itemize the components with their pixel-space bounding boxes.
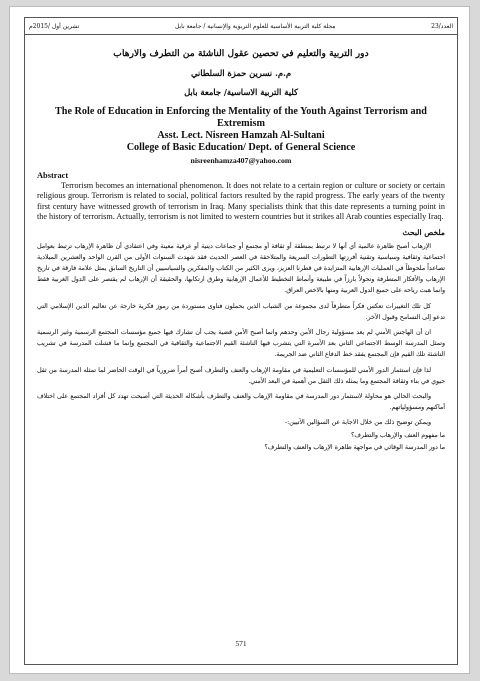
arabic-affiliation: كلية التربية الاساسية/ جامعة بابل xyxy=(184,87,298,97)
arabic-abstract-heading: ملخص البحث xyxy=(402,227,445,237)
abstract-text: Terrorism becomes an international phenomenon. It does not relate to a certain region or culture or society or certain religious group. Terrorism is related to social, political factors resulted by the rapid progress. The early years of the twenty first century have witnessed growth of terrorism in Iraq. Many specialists think that this date represents a turning point in the history of terrorism. Actually, terrorism is not limited to western countries but it strikes all Arab counties especially Iraq. xyxy=(37,181,445,222)
arabic-question: ما مفهوم العنف والإرهاب والتطرف؟ xyxy=(350,431,445,439)
arabic-title: دور التربية والتعليم في تحصين عقول الناشئة من التطرف والارهاب xyxy=(113,48,369,59)
arabic-paragraph: والبحث الحالي هو محاولة لاستثمار دور المدرسة في مقاومة الإرهاب والعنف والتطرف بأشكاله الحديثة التي أصبحت تهدد كل أفراد المجتمع على اختلاف أماكنهم ومسؤولياتهم. xyxy=(37,393,445,412)
arabic-question-intro: ويمكن توضيح ذلك من خلال الاجابة عن السؤالين الآتيين:- xyxy=(284,419,431,427)
page-number: 571 xyxy=(235,639,247,648)
english-affiliation: College of Basic Education/ Dept. of General Science xyxy=(126,142,356,153)
header-journal: مجلة كلية التربية الأساسية للعلوم التربوية والإنسانية / جامعة بابل xyxy=(174,22,336,30)
header-date: تشرين أول /2015م xyxy=(29,22,80,30)
article-body xyxy=(37,40,445,453)
english-title: The Role of Education in Enforcing the Mentality of the Youth Against Terrorism and Extremism xyxy=(55,106,427,129)
arabic-paragraph: ان أن الهاجس الأمني لم يعد مسؤولية رجال الأمن وحدهم وانما أصبح الأمن قضية يجب أن تشارك فيها جميع مؤسسات المجتمع الرسمية وغير الرسمية وتمثل المدرسة الوسط الاجتماعي الثاني بعد الأسرة التي يتشرب فيها الناشئة القيم الاجتماعية والثقافية في المجتمع وإنما ما فشلت المدرسة في تشريب الناشئة تلك القيم فإن المجتمع يفقد خط الدفاع الثاني ضد الجريمة. xyxy=(37,329,445,359)
paper-page xyxy=(9,6,470,674)
header-issue: العدد/23 xyxy=(431,22,453,30)
arabic-paragraph: الإرهاب أصبح ظاهرة عالمية أي أنها لا ترتبط بمنطقة أو ثقافة أو مجتمع أو جماعات دينية أو عرقية معينة وفي اعتقادي أن ظاهرة الإرهاب ترتبط بعوامل اجتماعية وثقافية وسياسية وتقنية أفرزتها التطورات السريعة والمتلاحقة في العصر الحديث فقد شهدت السنوات الأولى من القرن الواحد والعشرين الميلادية تصاعداً ملحوظاً في العمليات الإرهابية المتزايدة في قطرنا العزيز، ويرى الكثير من الكتاب والمفكرين والسياسيين أن التاريخ السابق يمثل علامة فارقة في تاريخ الإرهاب والأفكار المتطرفة وتحولاً بارزاً في طبيعة وأنماط التخطيط للأعمال الإرهابية وطرق ارتكابها، والحقيقة أن الإرهاب لم يقتصر على الدول الغربية فقط وانما هبت رياحه على جميع الدول العربية ومنها بالاخص العراق. xyxy=(37,242,445,295)
arabic-question: ما دور المدرسة الوقائي في مواجهة ظاهرة الإرهاب والعنف والتطرف؟ xyxy=(264,443,445,451)
arabic-paragraph: لذا فإن استثمار الدور الأمني للمؤسسات التعليمية في مقاومة الإرهاب والعنف والتطرف أصبح أمراً ضرورياً في الوقت الحاضر لما تمثله المدرسة من ثقل حيوي في بناء وثقافة المجتمع وما يمثله ذلك الثقل من أهمية في البعد الأمني. xyxy=(37,366,445,385)
arabic-author: م.م. نسرين حمزة السلطاني xyxy=(190,68,292,78)
running-header xyxy=(25,18,457,35)
english-author: Asst. Lect. Nisreen Hamzah Al-Sultani xyxy=(157,130,325,141)
author-email: nisreenhamza407@yahoo.com xyxy=(190,156,292,165)
abstract-heading: Abstract xyxy=(37,171,69,180)
arabic-paragraph: كل تلك التغييرات تعكس فكراً متطرفاً لدى مجموعة من الشباب الذين يحملون فتاوى مستوردة من رموز فكرية خارجة عن تعاليم الدين الإسلامي التي تدعو إلى التسامح وقبول الآخر. xyxy=(37,302,445,321)
page-frame xyxy=(24,17,458,665)
